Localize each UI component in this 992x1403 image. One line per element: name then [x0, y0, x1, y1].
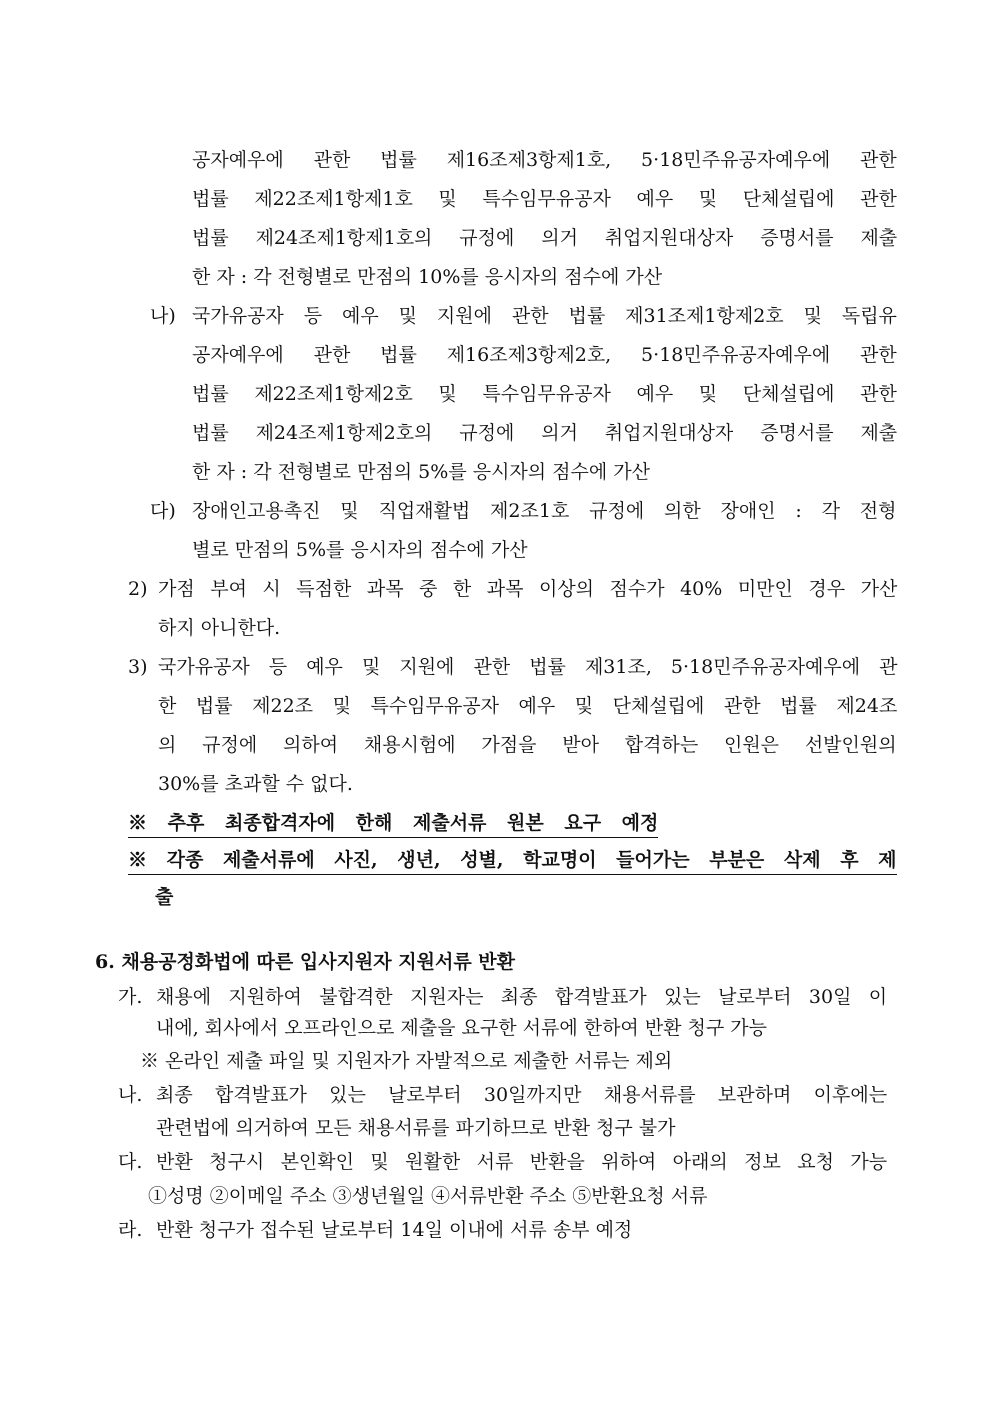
da-line-1: 장애인고용촉진 및 직업재활법 제2조1호 규정에 의한 장애인 : 각 전형 — [192, 500, 897, 522]
s6-ga-line-1: 채용에 지원하여 불합격한 지원자는 최종 합격발표가 있는 날로부터 30일 이 — [156, 986, 888, 1008]
note-remove-info-line-2: 출 — [155, 886, 174, 908]
s6-da-marker: 다. — [118, 1151, 143, 1173]
ga-cont-line-1: 공자예우에 관한 법률 제16조제3항제1호, 5·18민주유공자예우에 관한 — [192, 149, 897, 171]
section6-title: 6. 채용공정화법에 따른 입사지원자 지원서류 반환 — [95, 951, 515, 973]
s6-ra-marker: 라. — [118, 1219, 143, 1241]
s6-ra-line-1: 반환 청구가 접수된 날로부터 14일 이내에 서류 송부 예정 — [156, 1219, 633, 1241]
na-line-3: 법률 제22조제1항제2호 및 특수임무유공자 예우 및 단체설립에 관한 — [192, 383, 897, 405]
s6-ga-marker: 가. — [118, 986, 143, 1008]
note-remove-info-line-1: ※ 각종 제출서류에 사진, 생년, 성별, 학교명이 들어가는 부분은 삭제 후 제 — [128, 848, 897, 875]
item2-marker: 2) — [128, 578, 148, 600]
na-line-5: 한 자 : 각 전형별로 만점의 5%를 응시자의 점수에 가산 — [192, 461, 650, 483]
s6-na-marker: 나. — [118, 1084, 143, 1106]
ga-cont-line-4: 한 자 : 각 전형별로 만점의 10%를 응시자의 점수에 가산 — [192, 266, 663, 288]
s6-ga-line-2: 내에, 회사에서 오프라인으로 제출을 요구한 서류에 한하여 반환 청구 가능 — [156, 1017, 768, 1039]
s6-na-line-2: 관련법에 의거하여 모든 채용서류를 파기하므로 반환 청구 불가 — [156, 1117, 676, 1139]
item3-marker: 3) — [128, 656, 148, 678]
na-marker: 나) — [150, 305, 176, 327]
item3-line-3: 의 규정에 의하여 채용시험에 가점을 받아 합격하는 인원은 선발인원의 — [158, 734, 897, 756]
item2-line-2: 하지 아니한다. — [158, 617, 281, 639]
item3-line-4: 30%를 초과할 수 없다. — [158, 773, 353, 795]
s6-da-line-1: 반환 청구시 본인확인 및 원활한 서류 반환을 위하여 아래의 정보 요청 가능 — [156, 1151, 888, 1173]
s6-da-line-2: ①성명 ②이메일 주소 ③생년월일 ④서류반환 주소 ⑤반환요청 서류 — [148, 1185, 708, 1207]
item3-line-2: 한 법률 제22조 및 특수임무유공자 예우 및 단체설립에 관한 법률 제24조 — [158, 695, 898, 717]
ga-cont-line-2: 법률 제22조제1항제1호 및 특수임무유공자 예우 및 단체설립에 관한 — [192, 188, 897, 210]
s6-na-line-1: 최종 합격발표가 있는 날로부터 30일까지만 채용서류를 보관하며 이후에는 — [156, 1084, 888, 1106]
item3-line-1: 국가유공자 등 예우 및 지원에 관한 법률 제31조, 5·18민주유공자예우에 관 — [158, 656, 898, 678]
na-line-2: 공자예우에 관한 법률 제16조제3항제2호, 5·18민주유공자예우에 관한 — [192, 344, 897, 366]
note-original-docs: ※ 추후 최종합격자에 한해 제출서류 원본 요구 예정 — [128, 811, 658, 838]
na-line-1: 국가유공자 등 예우 및 지원에 관한 법률 제31조제1항제2호 및 독립유 — [192, 305, 897, 327]
ga-cont-line-3: 법률 제24조제1항제1호의 규정에 의거 취업지원대상자 증명서를 제출 — [192, 227, 898, 249]
da-marker: 다) — [150, 500, 176, 522]
na-line-4: 법률 제24조제1항제2호의 규정에 의거 취업지원대상자 증명서를 제출 — [192, 422, 898, 444]
da-line-2: 별로 만점의 5%를 응시자의 점수에 가산 — [192, 539, 528, 561]
item2-line-1: 가점 부여 시 득점한 과목 중 한 과목 이상의 점수가 40% 미만인 경우 가산 — [158, 578, 898, 600]
s6-ga-note: ※ 온라인 제출 파일 및 지원자가 자발적으로 제출한 서류는 제외 — [140, 1050, 673, 1072]
